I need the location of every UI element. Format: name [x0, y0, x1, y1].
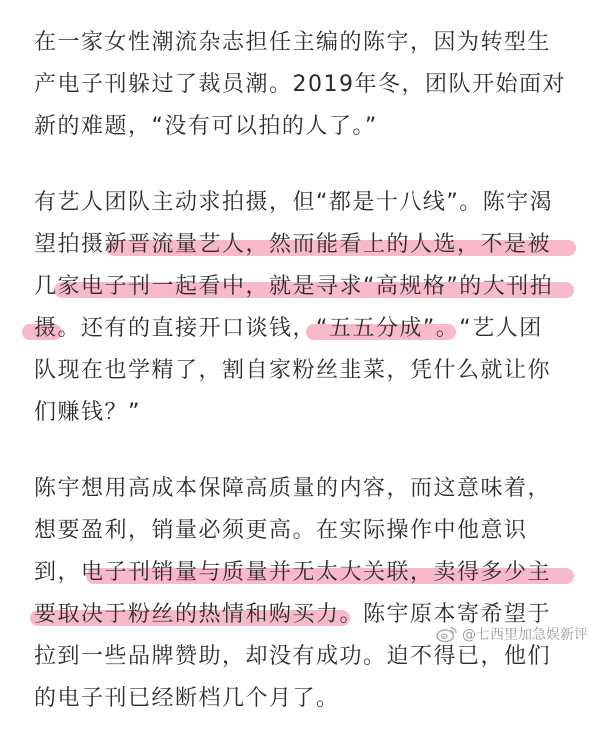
article-body: [34, 22, 574, 754]
text-line: 的电子刊已经断档几个月了。: [34, 686, 340, 711]
text-line: 们赚钱？”: [34, 400, 141, 425]
text-line: 要取决于粉丝的热情和购买力。陈宇原本寄希望于: [34, 594, 574, 636]
paragraph-3: [34, 468, 574, 720]
text-line: 队现在也学精了，割自家粉丝韭菜，凭什么就让你: [34, 358, 552, 383]
text-line: 几家电子刊一起看中，就是寻求“高规格”的大刊拍: [34, 266, 574, 308]
paragraph-2: [34, 182, 574, 434]
text-line: 陈宇想用高成本保障高质量的内容，而这意味着，: [34, 476, 552, 501]
weibo-watermark: [436, 624, 588, 644]
text-line: 在一家女性潮流杂志担任主编的陈宇，因为转型生: [34, 30, 552, 55]
text-line: 摄。还有的直接开口谈钱，“五五分成”。“艺人团: [34, 308, 574, 350]
paragraph-1: [34, 22, 574, 148]
weibo-logo-icon: [436, 625, 458, 643]
text-line: 望拍摄新晋流量艺人，然而能看上的人选，不是被: [34, 224, 574, 266]
text-line: 到，电子刊销量与质量并无太大关联，卖得多少主: [34, 552, 574, 594]
watermark-text: @七西里加急娱新评: [462, 627, 588, 643]
text-line: 拉到一些品牌赞助，却没有成功。迫不得已，他们: [34, 644, 552, 669]
text-line: 产电子刊躲过了裁员潮。2019年冬，团队开始面对: [34, 72, 566, 97]
text-line: 想要盈利，销量必须更高。在实际操作中他意识: [34, 518, 528, 543]
text-line: 有艺人团队主动求拍摄，但“都是十八线”。陈宇渴: [34, 190, 554, 215]
text-line: 新的难题，“没有可以拍的人了。”: [34, 114, 378, 139]
